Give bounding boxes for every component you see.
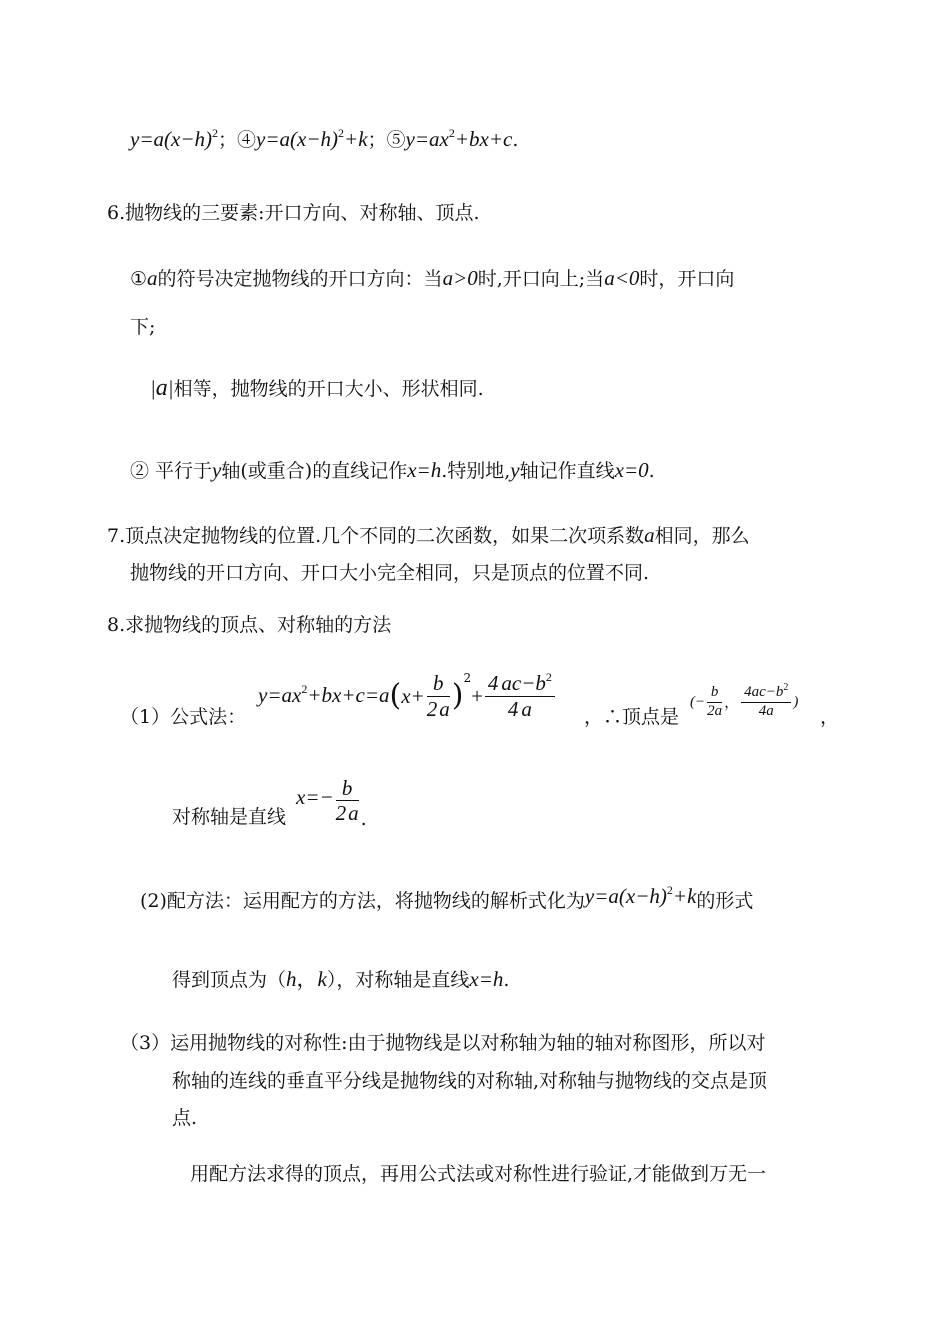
text: 时，开口向	[639, 268, 735, 290]
text: 的符号决定抛物线的开口方向：当	[157, 268, 443, 290]
text: 轴(或重合)的直线记作	[221, 460, 408, 482]
var-a: a	[644, 523, 655, 547]
text: 相等，抛物线的开口大小、形状相同.	[173, 378, 484, 400]
text: 对称轴是直线	[172, 806, 287, 828]
vertex-y: $\frac{4ac-b^2}{4a}$	[741, 684, 791, 720]
vertex-close: )	[793, 694, 799, 710]
sep-4: ；④	[218, 129, 257, 151]
item8-title: 8.求抛物线的顶点、对称轴的方法	[107, 614, 392, 636]
text: .特别地,	[441, 460, 511, 482]
eq-x-h: x=h	[407, 458, 442, 482]
method2-line1	[140, 883, 754, 916]
text: 得到顶点为（	[172, 969, 287, 991]
abs-a: |a|	[150, 375, 174, 401]
item6-p2	[150, 375, 484, 402]
var-y: y	[510, 458, 520, 482]
vertex-open: (−	[690, 694, 706, 710]
period: .	[512, 129, 519, 151]
text: .	[648, 460, 655, 482]
comma: ，	[296, 967, 318, 991]
item7-line1	[107, 522, 750, 549]
item6-p1	[130, 265, 734, 292]
text: .	[503, 969, 510, 991]
item6-p3	[130, 457, 655, 484]
var-h: h	[286, 967, 297, 991]
circled-1: ①	[130, 268, 148, 290]
paren-open: (	[389, 678, 402, 713]
plus: +	[471, 684, 483, 708]
text: (2)配方法：运用配方的方法，将抛物线的解析式化为	[140, 890, 585, 912]
method1-mid: ，∴顶点是	[584, 706, 680, 728]
vertex-x: $\frac{b}{2a}$	[707, 684, 723, 719]
formula-vertex-form: $y=a(x-h)^2+k$	[256, 126, 368, 151]
text: 的形式	[696, 890, 754, 912]
method1-formula	[258, 663, 557, 729]
eq-x-0: x=0	[614, 458, 649, 482]
var-a: a	[147, 266, 158, 290]
var-k: k	[317, 967, 327, 991]
frac-b-2a: $\frac{b}{2a}$	[335, 776, 359, 826]
method1-end: ，	[820, 706, 840, 728]
item7-line2: 抛物线的开口方向、开口大小完全相同，只是顶点的位置不同.	[130, 562, 650, 584]
formula-lhs: $y=ax^2+bx+c=a$	[258, 681, 390, 707]
text: ），对称轴是直线	[326, 969, 470, 991]
period: .	[360, 808, 367, 830]
frac-4ac-b2-4a: $\frac{4 ac-b^2}{4 a}$	[485, 671, 555, 720]
method3-line1: （3）运用抛物线的对称性:由于抛物线是以对称轴为轴的轴对称图形，所以对	[120, 1032, 766, 1054]
text: ② 平行于	[130, 460, 213, 482]
method3-line3: 点.	[172, 1107, 198, 1129]
text: 相同，那么	[654, 525, 750, 547]
formula-vertex-no-k: $y=a(x-h)^2$	[130, 126, 218, 151]
forms-line	[130, 126, 518, 155]
text: 7.顶点决定抛物线的位置.几个不同的二次函数，如果二次项系数	[107, 525, 645, 547]
item6-p1-cont: 下;	[130, 316, 156, 338]
sep-5: ；⑤	[367, 129, 406, 151]
method1-axis	[172, 804, 286, 830]
formula-general-form: $y=ax^2+bx+c$	[405, 126, 513, 151]
formula-vertex-form: $y=a(x-h)^2+k$	[584, 883, 697, 908]
vertex-coords	[690, 678, 798, 726]
method1-label: （1）公式法：	[120, 706, 247, 728]
x-eq-minus: x=−	[296, 785, 334, 809]
closing-line: 用配方法求得的顶点，再用公式法或对称性进行验证,才能做到万无一	[190, 1163, 767, 1185]
paren-close: )	[451, 678, 464, 713]
method3-line2: 称轴的连线的垂直平分线是抛物线的对称轴,对称轴与抛物线的交点是顶	[172, 1070, 768, 1092]
comma: ，	[724, 693, 740, 711]
x-plus: x+	[401, 684, 425, 708]
method2-line2	[172, 966, 509, 993]
exp-2: 2	[463, 671, 472, 685]
text: 轴记作直线	[519, 460, 615, 482]
cond-a-lt-0: a<0	[604, 266, 640, 290]
item6-title: 6.抛物线的三要素:开口方向、对称轴、顶点.	[107, 202, 480, 224]
frac-b-2a: $\frac{b}{2a}$	[426, 671, 450, 721]
var-y: y	[212, 458, 222, 482]
text: 时,开口向上;当	[477, 268, 605, 290]
eq-x-h: x=h	[469, 967, 504, 991]
axis-formula	[296, 776, 367, 832]
cond-a-gt-0: a>0	[442, 266, 478, 290]
